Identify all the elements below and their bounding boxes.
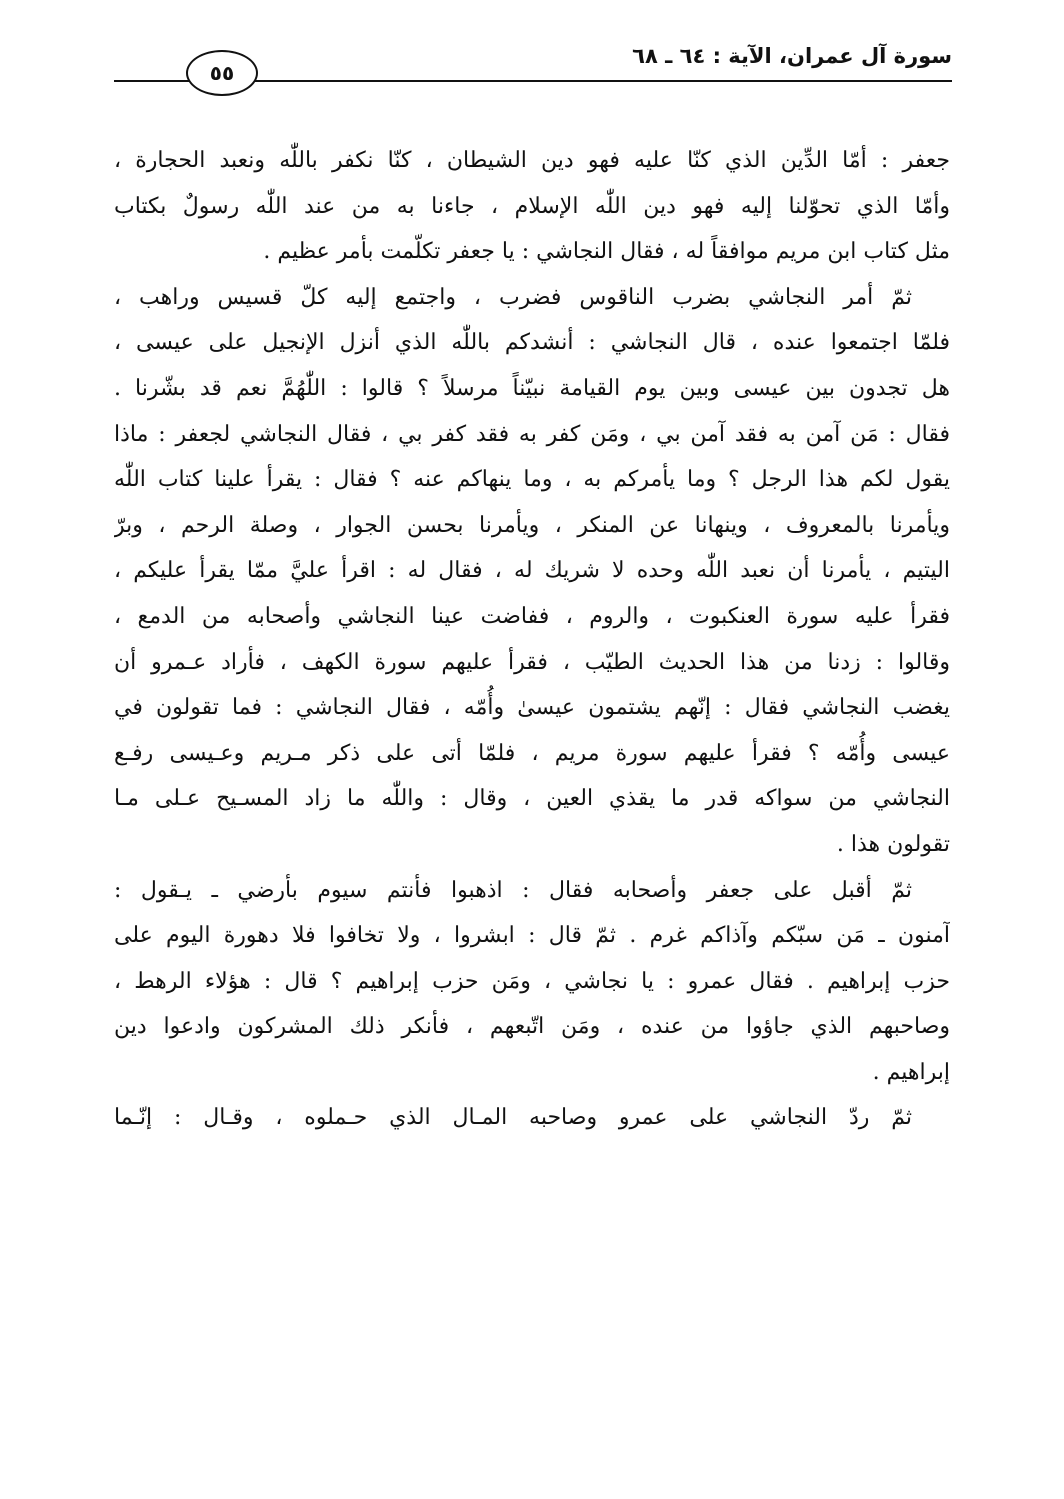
text-line: ثمّ ردّ النجاشي على عمرو وصاحبه المـال الذي حـملوه ، وقـال : إنّـما xyxy=(114,1105,912,1131)
text-line: يغضب النجاشي فقال : إنّهم يشتمون عيسىٰ وأُمّه ، فقال النجاشي : فما تقولون في xyxy=(114,695,950,721)
text-line: جعفر : أمّا الدِّين الذي كنّا عليه فهو دين الشيطان ، كنّا نكفر باللّٰه ونعبد الحجارة ، xyxy=(114,148,950,173)
text-line: وأمّا الذي تحوّلنا إليه فهو دين اللّٰه الإسلام ، جاءنا به من عند اللّٰه رسولٌ بكتاب xyxy=(114,193,950,219)
text-line: مثل كتاب ابن مريم موافقاً له ، فقال النجاشي : يا جعفر تكلّمت بأمر عظيم . xyxy=(263,239,950,265)
running-header xyxy=(114,40,952,88)
text-line: فقرأ عليه سورة العنكبوت ، والروم ، ففاضت عينا النجاشي وأصحابه من الدمع ، xyxy=(114,603,950,629)
text-line: النجاشي من سواكه قدر ما يقذي العين ، وقال : واللّٰه ما زاد المسـيح عـلى مـا xyxy=(114,786,950,812)
header-title: سورة آل عمران، الآية : ٦٤ ـ ٦٨ xyxy=(632,44,952,68)
text-line: ويأمرنا بالمعروف ، وينهانا عن المنكر ، ويأمرنا بحسن الجوار ، وصلة الرحم ، وبرّ xyxy=(114,512,950,538)
text-line: ثمّ أقبل على جعفر وأصحابه فقال : اذهبوا فأنتم سيوم بأرضي ـ يـقول : xyxy=(114,877,912,903)
text-line: اليتيم ، يأمرنا أن نعبد اللّٰه وحده لا شريك له ، فقال له : اقرأ عليَّ ممّا يقرأ عليكم ، xyxy=(114,558,950,584)
text-line: وصاحبهم الذي جاؤوا من عنده ، ومَن اتّبعهم ، فأنكر ذلك المشركون وادعوا دين xyxy=(114,1014,950,1040)
text-line: تقولون هذا . xyxy=(836,831,950,857)
text-line: ثمّ أمر النجاشي بضرب الناقوس فضرب ، واجتمع إليه كلّ قسيس وراهب ، xyxy=(114,284,912,310)
body-text xyxy=(114,138,950,1141)
text-line: آمنون ـ مَن سبّكم وآذاكم غرم . ثمّ قال : ابشروا ، ولا تخافوا فلا دهورة اليوم على xyxy=(114,923,950,949)
text-line: يقول لكم هذا الرجل ؟ وما يأمركم به ، وما ينهاكم عنه ؟ فقال : يقرأ علينا كتاب اللّٰه xyxy=(114,467,950,493)
text-line: عيسى وأُمّه ؟ فقرأ عليهم سورة مريم ، فلمّا أتى على ذكر مـريم وعـيسى رفـع xyxy=(114,740,950,766)
text-line: حزب إبراهيم . فقال عمرو : يا نجاشي ، ومَن حزب إبراهيم ؟ قال : هؤلاء الرهط ، xyxy=(114,968,950,994)
text-line: وقالوا : زدنا من هذا الحديث الطيّب ، فقرأ عليهم سورة الكهف ، فأراد عـمرو أن xyxy=(114,649,950,675)
text-line: هل تجدون بين عيسى وبين يوم القيامة نبيّناً مرسلاً ؟ قالوا : اللّٰهُمَّ نعم قد بشّرنا . xyxy=(114,375,950,401)
page-number-badge: ٥٥ xyxy=(186,50,258,96)
text-line: إبراهيم . xyxy=(872,1059,950,1085)
text-line: فلمّا اجتمعوا عنده ، قال النجاشي : أنشدكم باللّٰه الذي أنزل الإنجيل على عيسى ، xyxy=(114,330,950,356)
text-line: فقال : مَن آمن به فقد آمن بي ، ومَن كفر به فقد كفر بي ، فقال النجاشي لجعفر : ماذا xyxy=(114,421,950,447)
